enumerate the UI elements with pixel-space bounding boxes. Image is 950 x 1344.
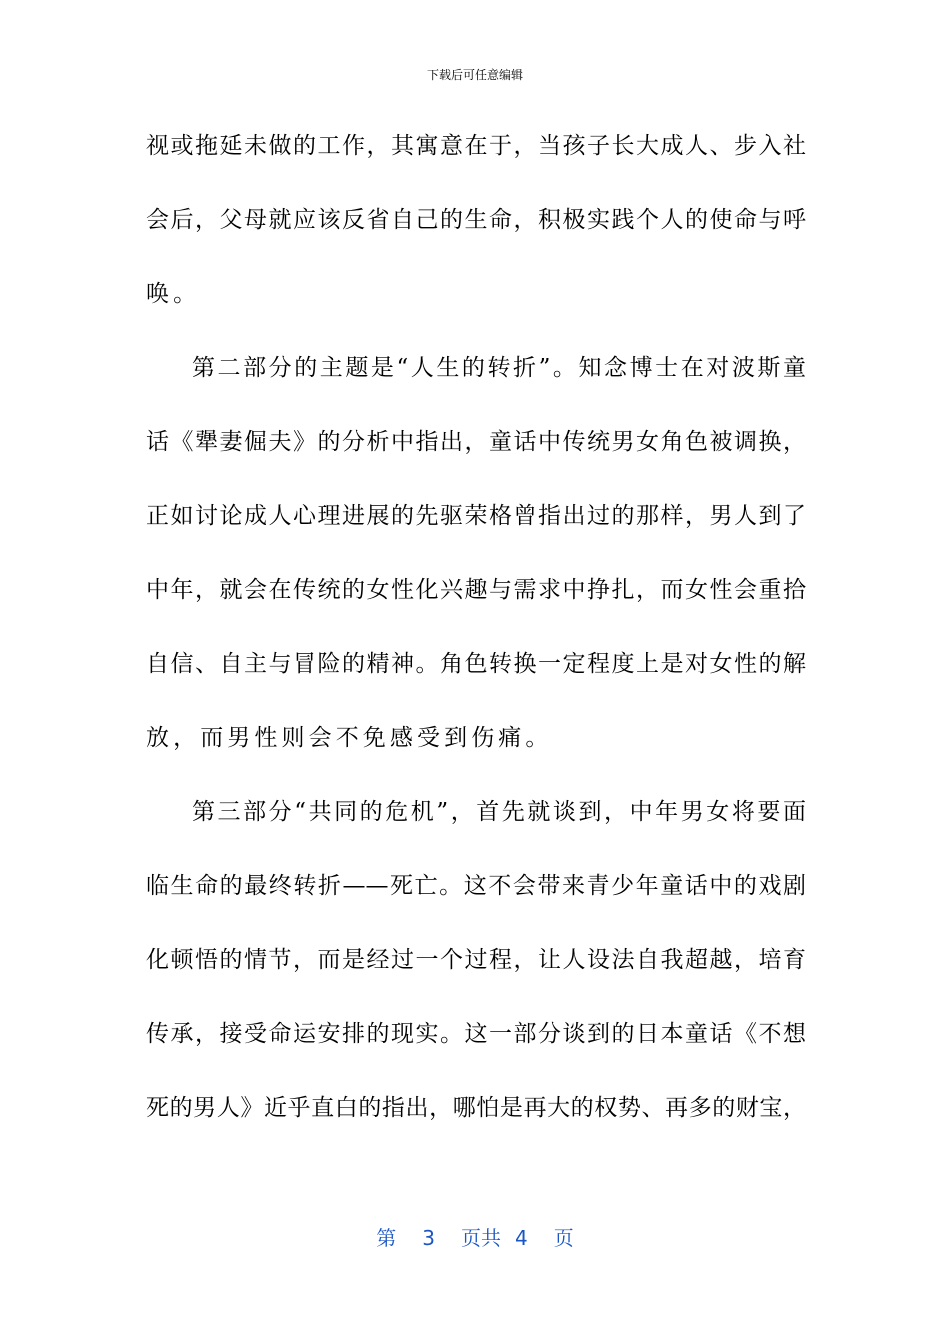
text-line: 中年，就会在传统的女性化兴趣与需求中挣扎，而女性会重拾: [146, 577, 806, 603]
footer-prefix: 第: [376, 1226, 397, 1250]
footer-suffix: 页: [553, 1226, 574, 1250]
current-page-number: 3: [422, 1226, 435, 1250]
total-page-number: 4: [515, 1226, 528, 1250]
text-line: 死的男人》近乎直白的指出，哪怕是再大的权势、再多的财宝，: [146, 1095, 806, 1121]
footer-middle: 页共: [461, 1226, 501, 1250]
page-footer: [0, 1225, 950, 1251]
text-line: 传承，接受命运安排的现实。这一部分谈到的日本童话《不想: [146, 1021, 806, 1047]
text-line: 视或拖延未做的工作，其寓意在于，当孩子长大成人、步入社: [146, 133, 806, 159]
text-line: 第二部分的主题是“人生的转折”。知念博士在对波斯童: [192, 355, 806, 381]
text-line: 第三部分“共同的危机”，首先就谈到，中年男女将要面: [192, 799, 806, 825]
text-line: 唤。: [146, 281, 201, 307]
text-line: 放，而男性则会不免感受到伤痛。: [146, 725, 553, 751]
page-header: 下载后可任意编辑: [426, 68, 523, 82]
text-line: 自信、自主与冒险的精神。角色转换一定程度上是对女性的解: [146, 651, 806, 677]
text-line: 临生命的最终转折——死亡。这不会带来青少年童话中的戏剧: [146, 873, 806, 899]
text-line: 正如讨论成人心理进展的先驱荣格曾指出过的那样，男人到了: [146, 503, 806, 529]
text-line: 化顿悟的情节，而是经过一个过程，让人设法自我超越，培育: [146, 947, 806, 973]
text-line: 会后，父母就应该反省自己的生命，积极实践个人的使命与呼: [146, 207, 806, 233]
text-line: 话《犟妻倔夫》的分析中指出，童话中传统男女角色被调换，: [146, 429, 806, 455]
